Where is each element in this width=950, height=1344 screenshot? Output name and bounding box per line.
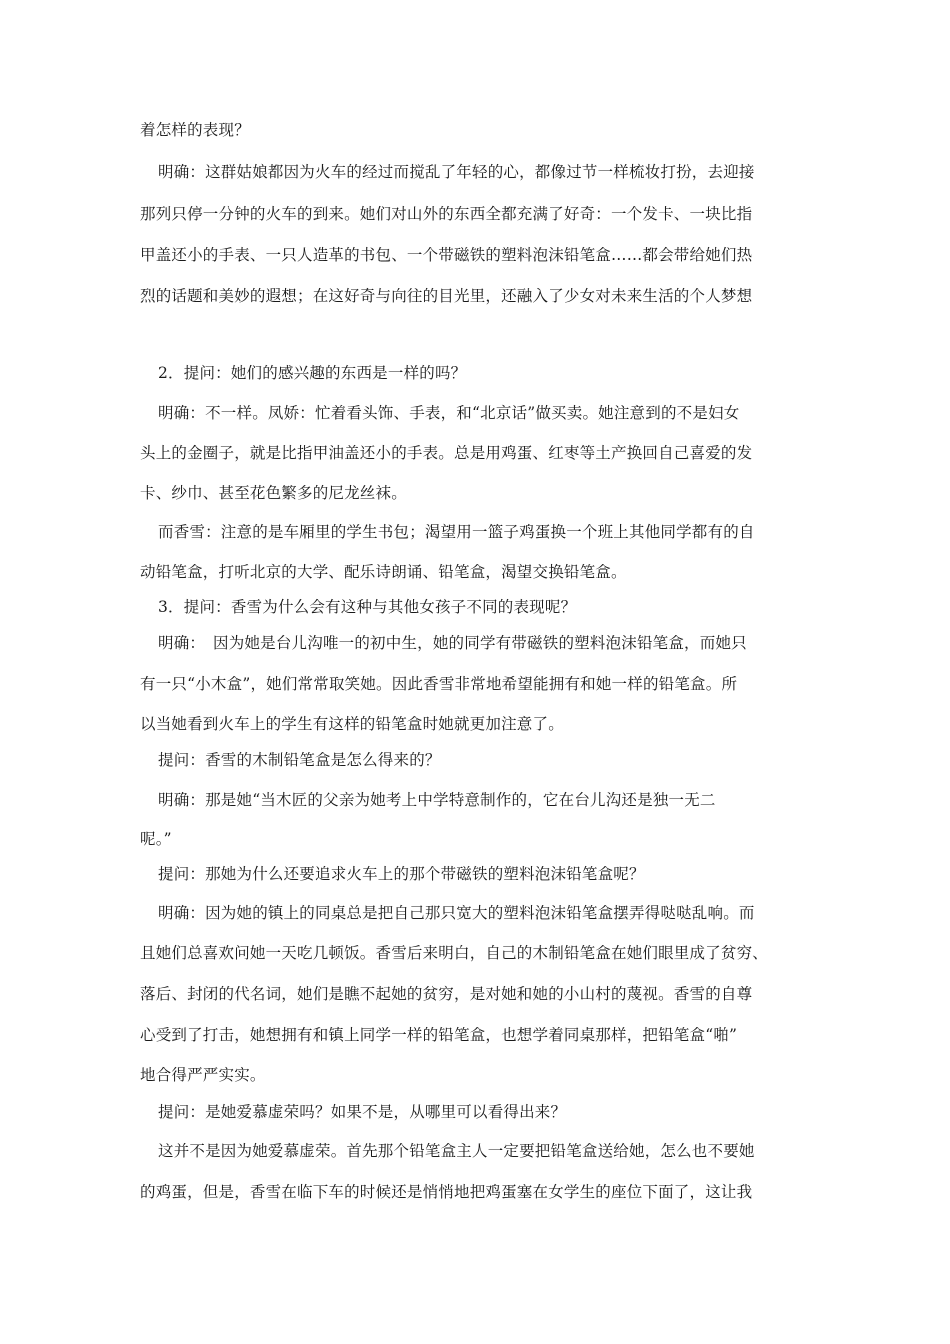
text-line: 3．提问：香雪为什么会有这种与其他女孩子不同的表现呢？: [158, 598, 577, 616]
text-line: 以当她看到火车上的学生有这样的铅笔盒时她就更加注意了。: [140, 715, 564, 733]
text-line: 动铅笔盒，打听北京的大学、配乐诗朗诵、铅笔盒，渴望交换铅笔盒。: [140, 563, 627, 581]
text-line: 有一只“小木盒”，她们常常取笑她。因此香雪非常地希望能拥有和她一样的铅笔盒。所: [140, 675, 738, 693]
text-line: 明确：因为她的镇上的同桌总是把自己那只宽大的塑料泡沫铅笔盒摆弄得哒哒乱响。而: [158, 904, 755, 922]
text-line: 提问：是她爱慕虚荣吗？如果不是，从哪里可以看得出来？: [158, 1103, 567, 1121]
text-line: 着怎样的表现？: [140, 121, 250, 139]
text-line: 提问：香雪的木制铅笔盒是怎么得来的？: [158, 751, 441, 769]
text-line: 烈的话题和美妙的遐想；在这好奇与向往的目光里，还融入了少女对未来生活的个人梦想: [140, 287, 753, 305]
text-line: 明确：那是她“当木匠的父亲为她考上中学特意制作的，它在台儿沟还是独一无二: [158, 791, 716, 809]
text-line: 而香雪：注意的是车厢里的学生书包；渴望用一篮子鸡蛋换一个班上其他同学都有的自: [158, 523, 755, 541]
text-line: 的鸡蛋，但是，香雪在临下车的时候还是悄悄地把鸡蛋塞在女学生的座位下面了，这让我: [140, 1183, 753, 1201]
text-line: 呢。”: [140, 830, 172, 848]
text-line: 这并不是因为她爱慕虚荣。首先那个铅笔盒主人一定要把铅笔盒送给她，怎么也不要她: [158, 1142, 755, 1160]
text-line: 甲盖还小的手表、一只人造革的书包、一个带磁铁的塑料泡沫铅笔盒……都会带给她们热: [140, 246, 753, 264]
text-line: 明确：这群姑娘都因为火车的经过而搅乱了年轻的心，都像过节一样梳妆打扮，去迎接: [158, 163, 755, 181]
text-line: 那列只停一分钟的火车的到来。她们对山外的东西全都充满了好奇：一个发卡、一块比指: [140, 205, 753, 223]
text-line: 且她们总喜欢问她一天吃几顿饭。香雪后来明白，自己的木制铅笔盒在她们眼里成了贫穷、: [140, 944, 769, 962]
text-line: 明确：不一样。凤娇：忙着看头饰、手表，和“北京话”做买卖。她注意到的不是妇女: [158, 404, 740, 422]
text-line: 头上的金圈子，就是比指甲油盖还小的手表。总是用鸡蛋、红枣等土产换回自己喜爱的发: [140, 444, 753, 462]
text-line: 地合得严严实实。: [140, 1066, 266, 1084]
text-line: 心受到了打击，她想拥有和镇上同学一样的铅笔盒，也想学着同桌那样，把铅笔盒“啪”: [140, 1026, 738, 1044]
text-line: 卡、纱巾、甚至花色繁多的尼龙丝袜。: [140, 484, 407, 502]
text-line: 明确： 因为她是台儿沟唯一的初中生，她的同学有带磁铁的塑料泡沫铅笔盒，而她只: [158, 634, 747, 652]
text-line: 2．提问：她们的感兴趣的东西是一样的吗？: [158, 364, 467, 382]
text-line: 落后、封闭的代名词，她们是瞧不起她的贫穷，是对她和她的小山村的蔑视。香雪的自尊: [140, 985, 753, 1003]
text-line: 提问：那她为什么还要追求火车上的那个带磁铁的塑料泡沫铅笔盒呢？: [158, 865, 645, 883]
